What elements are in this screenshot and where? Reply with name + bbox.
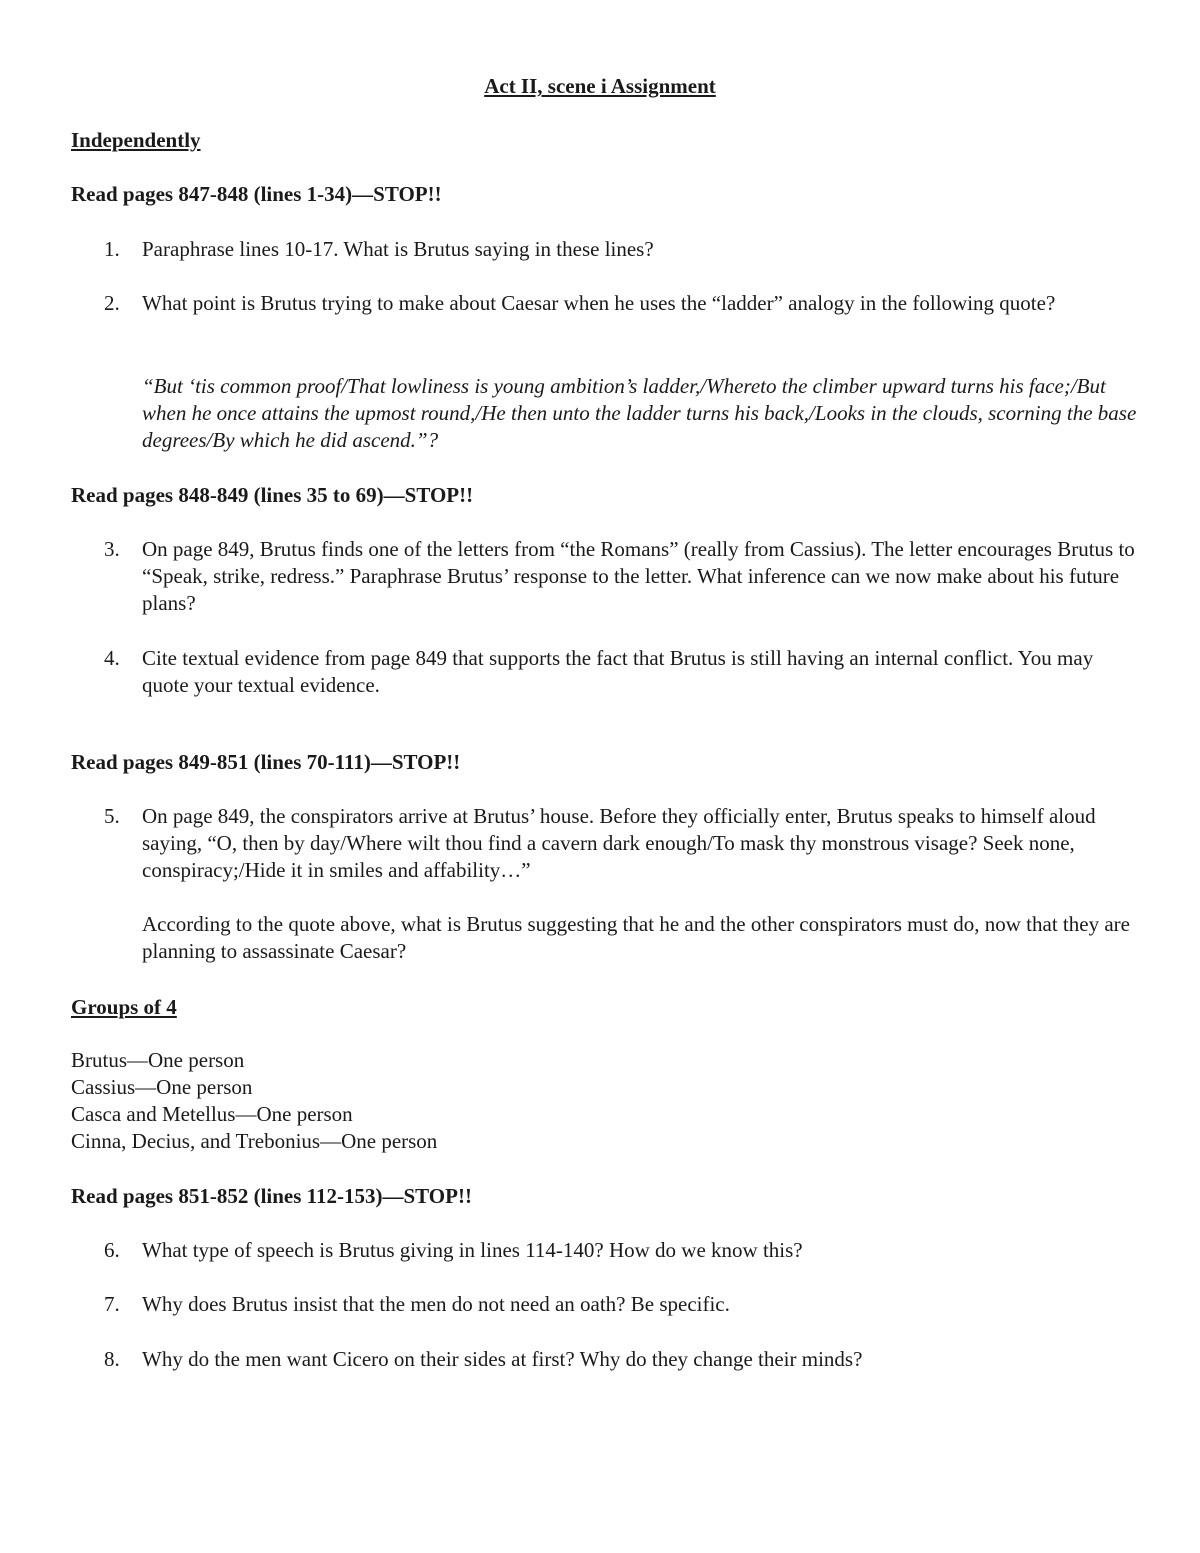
question-text: Paraphrase lines 10-17. What is Brutus saying in these lines? bbox=[142, 237, 654, 261]
question-number: 7. bbox=[104, 1292, 120, 1316]
question-number: 8. bbox=[104, 1347, 120, 1371]
section-heading-groups: Groups of 4 bbox=[71, 995, 177, 1019]
role-assignment: Brutus—One person bbox=[71, 1048, 245, 1072]
role-assignment: Cinna, Decius, and Trebonius—One person bbox=[71, 1129, 438, 1153]
question-text: On page 849, Brutus finds one of the letters from “the Romans” (really from Cassius). The letter encourages Brutus to “Speak, strike, redress.” Paraphrase Brutus’ response to the letter. What inference can we now make about his future plans? bbox=[142, 537, 1135, 615]
reading-instruction-1: Read pages 847-848 (lines 1-34)—STOP!! bbox=[71, 182, 442, 206]
question-number: 5. bbox=[104, 804, 120, 828]
ladder-quote: “But ‘tis common proof/That lowliness is young ambition’s ladder,/Whereto the climber upward turns his face;/But when he once attains the upmost round,/He then unto the ladder turns his back,/Looks in the clouds, scorning the base degrees/By which he did ascend.”? bbox=[142, 374, 1137, 452]
question-number: 6. bbox=[104, 1238, 120, 1262]
question-number: 1. bbox=[104, 237, 120, 261]
question-text: Cite textual evidence from page 849 that supports the fact that Brutus is still having an internal conflict. You may quote your textual evidence. bbox=[142, 646, 1094, 697]
role-assignment: Casca and Metellus—One person bbox=[71, 1102, 353, 1126]
question-text: On page 849, the conspirators arrive at Brutus’ house. Before they officially enter, Brutus speaks to himself aloud saying, “O, then by day/Where wilt thou find a cavern dark enough/To mask thy monstrous visage? Seek none, conspiracy;/Hide it in smiles and affability…” bbox=[142, 804, 1096, 882]
page-title: Act II, scene i Assignment bbox=[484, 74, 716, 98]
question-text: What point is Brutus trying to make about Caesar when he uses the “ladder” analogy in the following quote? bbox=[142, 291, 1056, 315]
reading-instruction-3: Read pages 849-851 (lines 70-111)—STOP!! bbox=[71, 750, 461, 774]
section-heading-independently: Independently bbox=[71, 128, 201, 152]
question-5-followup: According to the quote above, what is Brutus suggesting that he and the other conspirators must do, now that they are planning to assassinate Caesar? bbox=[142, 912, 1130, 963]
question-number: 4. bbox=[104, 646, 120, 670]
question-text: Why do the men want Cicero on their sides at first? Why do they change their minds? bbox=[142, 1347, 863, 1371]
question-number: 2. bbox=[104, 291, 120, 315]
reading-instruction-4: Read pages 851-852 (lines 112-153)—STOP!! bbox=[71, 1184, 472, 1208]
question-text: Why does Brutus insist that the men do not need an oath? Be specific. bbox=[142, 1292, 730, 1316]
role-assignment: Cassius—One person bbox=[71, 1075, 253, 1099]
question-text: What type of speech is Brutus giving in lines 114-140? How do we know this? bbox=[142, 1238, 803, 1262]
question-number: 3. bbox=[104, 537, 120, 561]
reading-instruction-2: Read pages 848-849 (lines 35 to 69)—STOP!! bbox=[71, 483, 474, 507]
